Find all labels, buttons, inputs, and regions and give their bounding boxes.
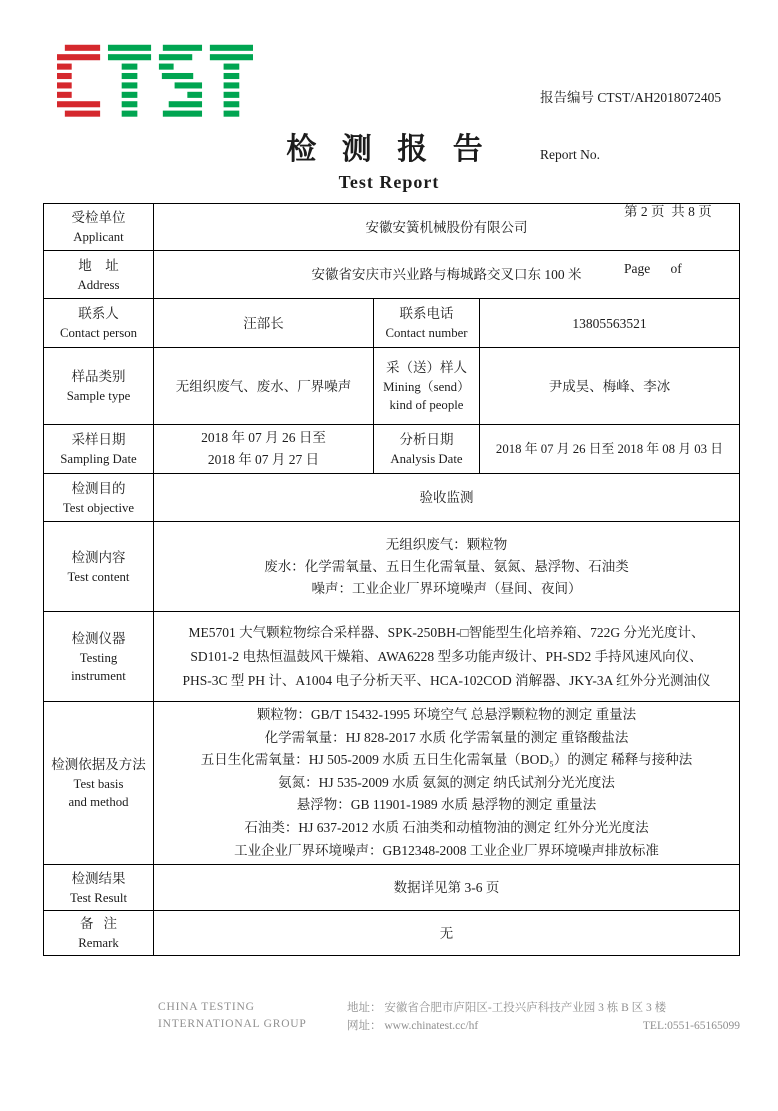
content-value: 无组织废气：颗粒物 废水：化学需氧量、五日生化需氧量、氨氮、悬浮物、石油类 噪声：工业企业厂界环境噪声（昼间、夜间） [154,522,740,612]
logo-letter-C [57,45,100,117]
row-instrument [44,612,740,702]
basis-label: 检测依据及方法 Test basis and method [44,702,154,865]
instrument-label: 检测仪器 Testing instrument [44,612,154,702]
applicant-label: 受检单位 Applicant [44,204,154,251]
objective-label: 检测目的 Test objective [44,474,154,522]
row-applicant [44,204,740,251]
applicant-value: 安徽安簧机械股份有限公司 [154,204,740,251]
objective-value: 验收监测 [154,474,740,522]
report-no-label-cn: 报告编号 [540,90,594,105]
address-label: 地 址 Address [44,251,154,299]
analysis-date-value: 2018 年 07 月 26 日至 2018 年 08 月 03 日 [480,425,740,474]
instrument-value: ME5701 大气颗粒物综合采样器、SPK-250BH-□智能型生化培养箱、722G 分光光度计、 SD101-2 电热恒温鼓风干燥箱、AWA6228 型多功能声级计、PH-SD2 手持风速风向仪、 PHS-3C 型 PH 计、A1004 电子分析天平、HCA-102COD 消解器、JKY-3A 红外分光测油仪 [154,612,740,702]
report-no-value: CTST/AH2018072405 [597,90,722,105]
report-no-line [540,88,721,107]
phone-label: 联系电话 Contact number [374,299,480,348]
content-label: 检测内容 Test content [44,522,154,612]
logo-letter-S [159,45,202,117]
sample-type-label: 样品类别 Sample type [44,348,154,425]
footer-tel: TEL:0551-65165099 [642,1020,740,1032]
page-title-en: Test Report [338,172,440,192]
footer-org-line1: CHINA TESTING [158,1001,255,1013]
page-number-cn: 第 2 页 共 8 页 [624,204,712,219]
footer-row2 [347,1017,740,1035]
row-basis [44,702,740,865]
basis-value: 颗粒物：GB/T 15432-1995 环境空气 总悬浮颗粒物的测定 重量法 化学需氧量：HJ 828-2017 水质 化学需氧量的测定 重铬酸盐法 五日生化需氧量：HJ 505-2009 水质 五日生化需氧量（BOD₅）的测定 稀释与接种法 氨氮：HJ 535-2009 水质 氨氮的测定 纳氏试剂分光光度法 悬浮物：GB 11901-1989 水质 悬浮物的测定 重量法 石油类：HJ 637-2012 水质 石油类和动植物油的测定 红外分光光度法 工业企业厂界环境噪声：GB12348-2008 工业企业厂界环境噪声排放标准 [154,702,740,865]
row-result [44,865,740,911]
row-contact [44,299,740,348]
phone-value: 13805563521 [480,299,740,348]
footer-org [158,999,347,1035]
report-no-label-en: Report No. [540,147,600,162]
result-value: 数据详见第 3-6 页 [154,865,740,911]
footer-info [347,999,740,1035]
row-address [44,251,740,299]
row-sampling-date [44,425,740,474]
address-value: 安徽省安庆市兴业路与梅城路交叉口东 100 米 [154,251,740,299]
sample-type-value: 无组织废气、废水、厂界噪声 [154,348,374,425]
sampler-value: 尹成昊、梅峰、李冰 [480,348,740,425]
analysis-date-label: 分析日期 Analysis Date [374,425,480,474]
logo-letter-T2 [210,45,253,117]
row-content [44,522,740,612]
row-objective [44,474,740,522]
logo-letter-T1 [108,45,151,117]
contact-value: 汪部长 [154,299,374,348]
footer-org-line2: INTERNATIONAL GROUP [158,1018,307,1030]
ctst-logo-icon [57,44,253,120]
remark-value: 无 [154,911,740,956]
footer-address: 地址： 安徽省合肥市庐阳区-工投兴庐科技产业园 3 栋 B 区 3 楼 [347,1002,667,1014]
page-title-cn: 检 测 报 告 [286,133,492,166]
row-sample-type [44,348,740,425]
contact-label: 联系人 Contact person [44,299,154,348]
ctst-logo-svg [57,44,253,120]
sampler-label: 采（送）样人 Mining（send） kind of people [374,348,480,425]
footer-website: 网址： www.chinatest.cc/hf [347,1020,479,1032]
page-number-en: Page of [624,261,682,276]
page-footer [158,999,740,1035]
result-label: 检测结果 Test Result [44,865,154,911]
sampling-date-value: 2018 年 07 月 26 日至 2018 年 07 月 27 日 [154,425,374,474]
row-remark [44,911,740,956]
remark-label: 备 注 Remark [44,911,154,956]
report-table [43,203,740,956]
sampling-date-label: 采样日期 Sampling Date [44,425,154,474]
